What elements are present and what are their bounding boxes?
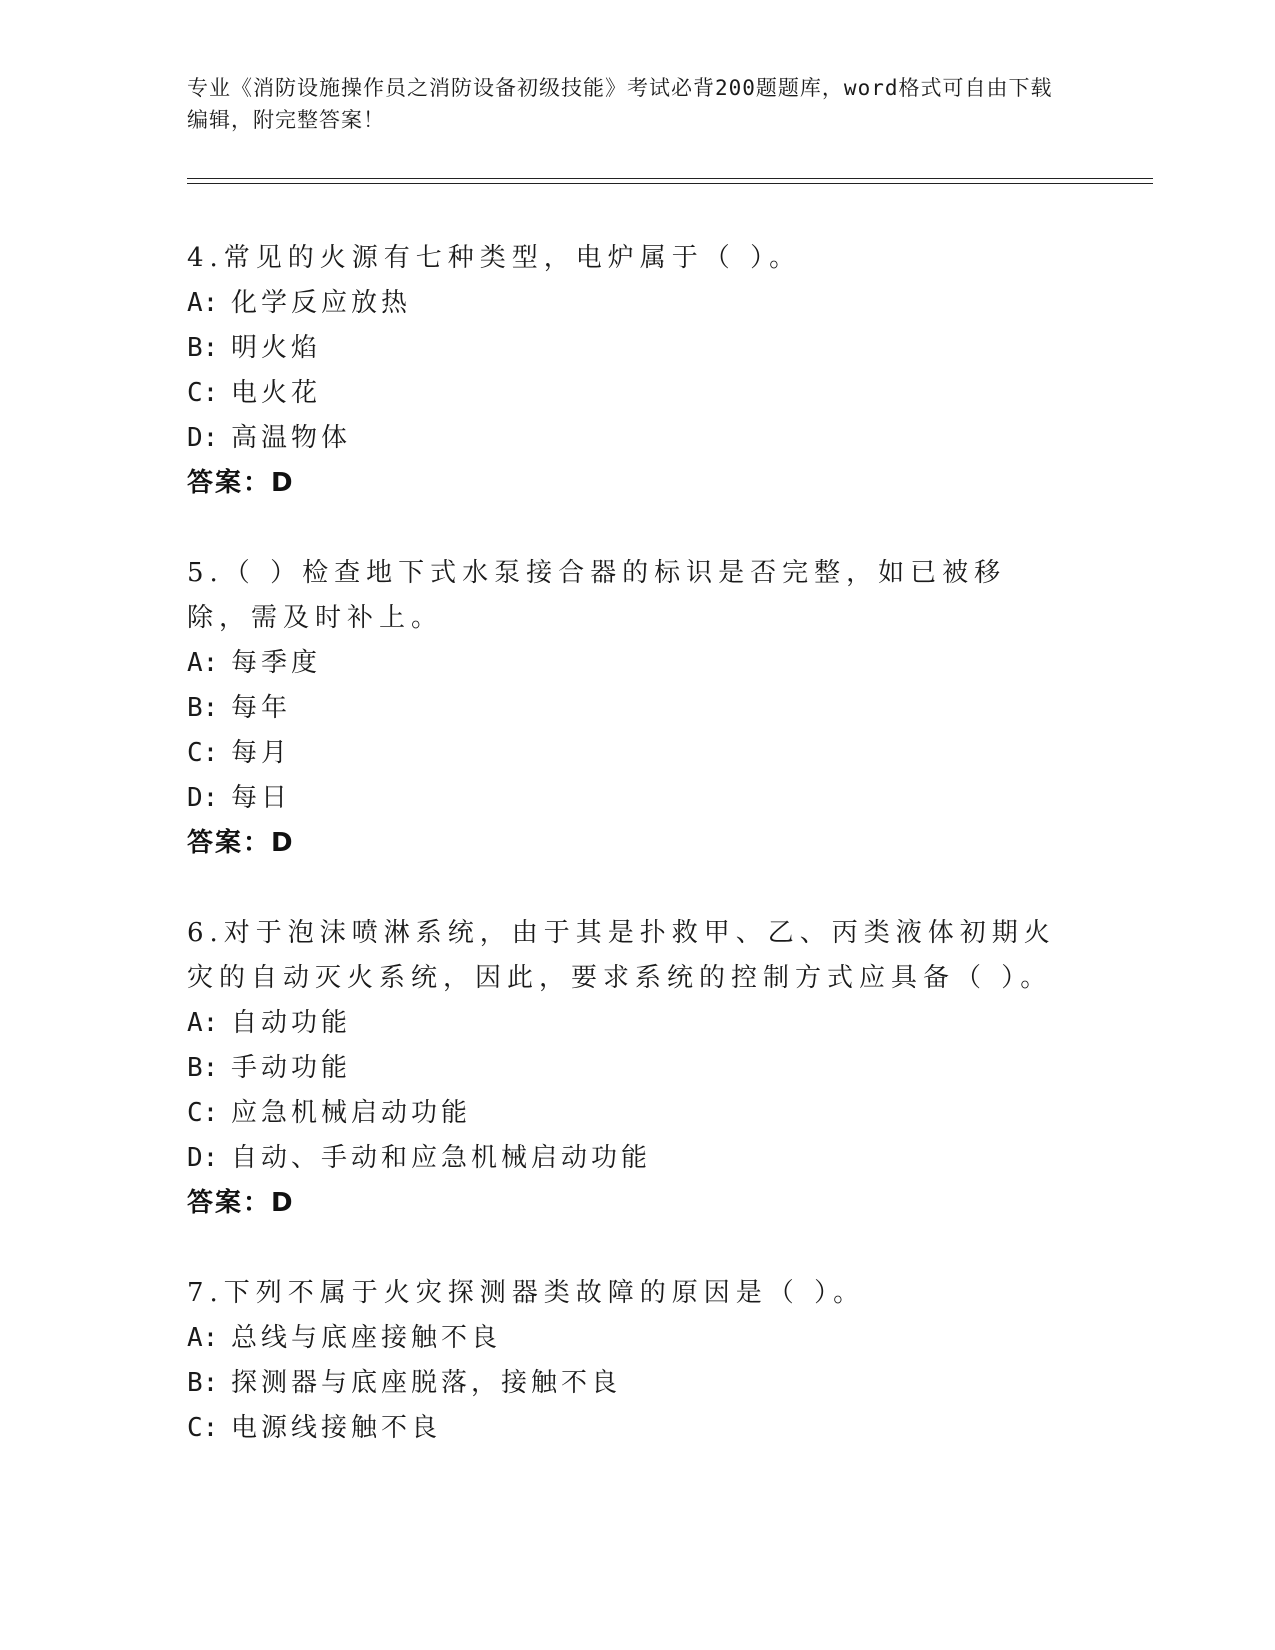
document-header: 专业《消防设施操作员之消防设备初级技能》考试必背200题题库，word格式可自由下载编辑，附完整答案！	[187, 76, 1053, 132]
option-text: 应急机械启动功能	[231, 1098, 472, 1128]
answer-line: 答案：D	[187, 828, 295, 858]
question-stem: 7.下列不属于火灾探测器类故障的原因是（ ）。	[187, 1278, 866, 1308]
answer-line: 答案：D	[187, 468, 295, 498]
option-key: B:	[187, 333, 219, 363]
option-text: 每季度	[231, 648, 322, 678]
question-item	[187, 911, 1067, 1226]
question-item	[187, 1271, 1067, 1451]
question-item	[187, 551, 1067, 866]
option-text: 每日	[231, 783, 292, 813]
option-key: C:	[187, 738, 219, 768]
question-list	[187, 236, 1067, 1496]
option-text: 每年	[231, 693, 292, 723]
option-text: 高温物体	[231, 423, 352, 453]
option-text: 电火花	[231, 378, 322, 408]
option-key: C:	[187, 378, 219, 408]
option-text: 每月	[231, 738, 292, 768]
option-a	[187, 281, 1067, 326]
option-text: 总线与底座接触不良	[231, 1323, 502, 1353]
option-key: B:	[187, 1053, 219, 1083]
option-c	[187, 371, 1067, 416]
option-b	[187, 1361, 1067, 1406]
question-stem: 6.对于泡沫喷淋系统，由于其是扑救甲、乙、丙类液体初期火灾的自动灭火系统，因此，要求系统的控制方式应具备（ ）。	[187, 918, 1056, 993]
option-b	[187, 686, 1067, 731]
option-c	[187, 1091, 1067, 1136]
option-text: 手动功能	[231, 1053, 352, 1083]
option-key: D:	[187, 423, 219, 453]
option-key: C:	[187, 1413, 219, 1443]
option-a	[187, 641, 1067, 686]
option-b	[187, 326, 1067, 371]
option-key: D:	[187, 1143, 219, 1173]
option-c	[187, 731, 1067, 776]
option-key: A:	[187, 648, 219, 678]
option-key: A:	[187, 1323, 219, 1353]
option-d	[187, 776, 1067, 821]
question-stem: 4.常见的火源有七种类型，电炉属于（ ）。	[187, 243, 802, 273]
option-text: 自动功能	[231, 1008, 352, 1038]
option-key: C:	[187, 1098, 219, 1128]
option-b	[187, 1046, 1067, 1091]
question-item	[187, 236, 1067, 506]
header-divider	[187, 178, 1153, 184]
option-d	[187, 416, 1067, 461]
option-c	[187, 1406, 1067, 1451]
option-text: 自动、手动和应急机械启动功能	[231, 1143, 652, 1173]
option-key: A:	[187, 288, 219, 318]
option-text: 电源线接触不良	[231, 1413, 442, 1443]
option-d	[187, 1136, 1067, 1181]
option-text: 明火焰	[231, 333, 322, 363]
question-stem: 5.（ ）检查地下式水泵接合器的标识是否完整，如已被移除，需及时补上。	[187, 558, 1007, 633]
option-key: A:	[187, 1008, 219, 1038]
option-a	[187, 1316, 1067, 1361]
answer-line: 答案：D	[187, 1188, 295, 1218]
option-key: B:	[187, 693, 219, 723]
option-text: 探测器与底座脱落，接触不良	[231, 1368, 622, 1398]
option-key: D:	[187, 783, 219, 813]
option-a	[187, 1001, 1067, 1046]
option-text: 化学反应放热	[231, 288, 412, 318]
option-key: B:	[187, 1368, 219, 1398]
